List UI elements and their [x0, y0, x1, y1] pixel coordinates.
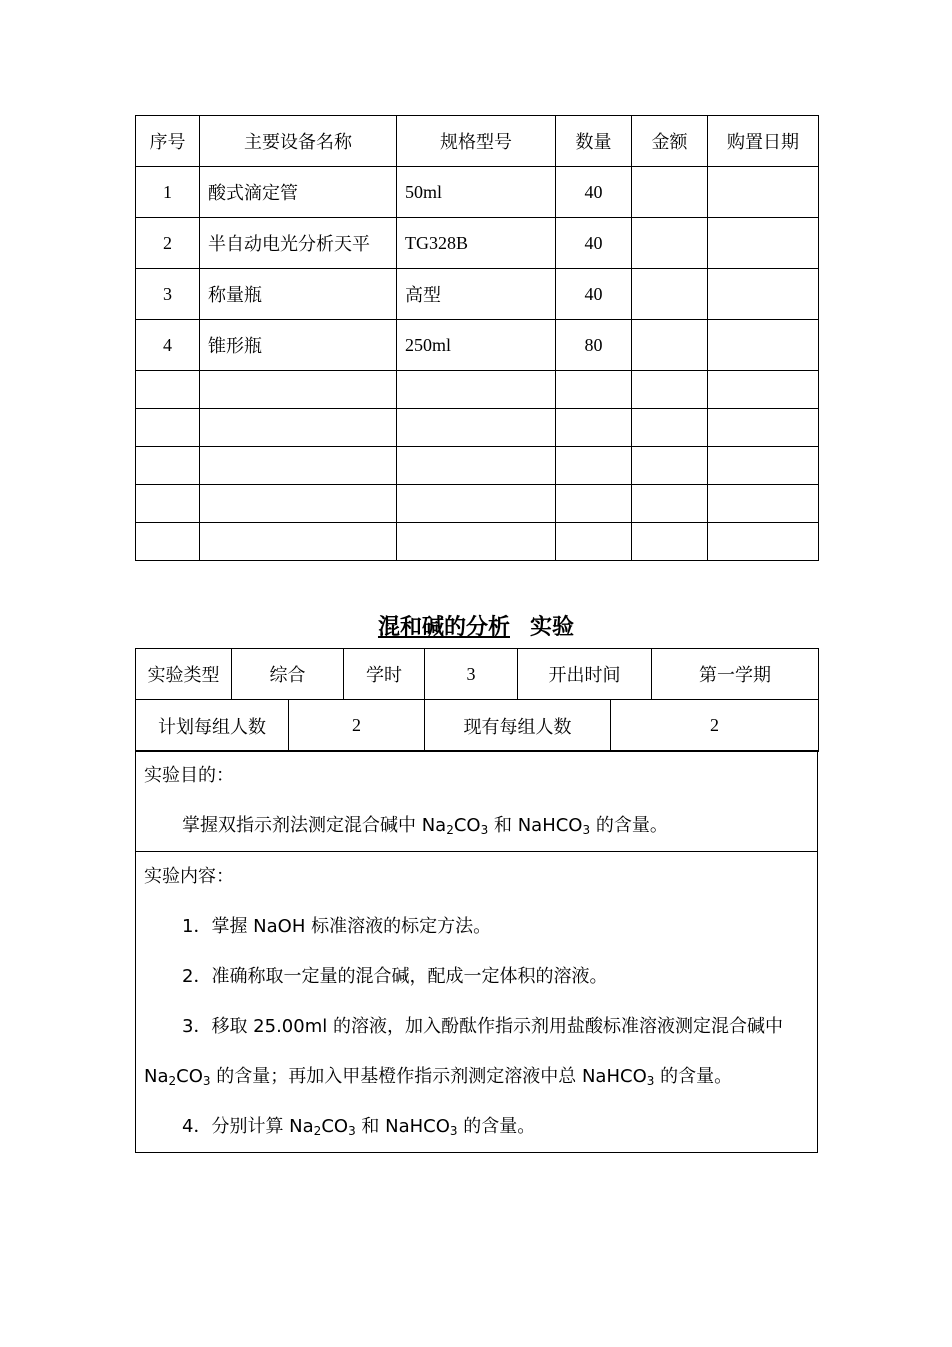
cell-name: 酸式滴定管 — [200, 167, 397, 218]
planned-label: 计划每组人数 — [136, 700, 289, 752]
cell-date — [708, 320, 819, 371]
empty-cell — [556, 523, 632, 561]
content-item-3-line-2: $Na_2CO_3$ 的含量；再加入甲基橙作指示剂测定溶液中总 NaHCO$_3$ 的含量。 — [144, 1066, 733, 1088]
experiment-detail-table — [135, 750, 818, 1153]
empty-cell — [708, 523, 819, 561]
header-name: 主要设备名称 — [200, 116, 397, 167]
cell-amount — [632, 269, 708, 320]
empty-cell — [200, 371, 397, 409]
group-row — [136, 700, 819, 752]
empty-cell — [397, 409, 556, 447]
header-spec: 规格型号 — [397, 116, 556, 167]
content-label: 实验内容： — [144, 866, 234, 887]
current-value: 2 — [611, 700, 819, 752]
empty-row — [136, 485, 819, 523]
cell-no: 3 — [136, 269, 200, 320]
cell-date — [708, 218, 819, 269]
empty-cell — [708, 447, 819, 485]
empty-cell — [632, 447, 708, 485]
table-row — [136, 167, 819, 218]
empty-cell — [136, 485, 200, 523]
content-item-3-line-1: 3．移取 25.00ml 的溶液，加入酚酞作指示剂用盐酸标准溶液测定混合碱中 — [182, 1016, 783, 1037]
empty-cell — [556, 409, 632, 447]
empty-cell — [632, 409, 708, 447]
empty-cell — [556, 371, 632, 409]
cell-date — [708, 167, 819, 218]
empty-cell — [200, 485, 397, 523]
empty-cell — [136, 409, 200, 447]
content-item-4: 4．分别计算 $Na_2CO_3$ 和 NaHCO$_3$ 的含量。 — [182, 1116, 536, 1138]
header-date: 购置日期 — [708, 116, 819, 167]
cell-qty: 40 — [556, 269, 632, 320]
empty-row — [136, 409, 819, 447]
header-no: 序号 — [136, 116, 200, 167]
empty-cell — [632, 523, 708, 561]
current-label: 现有每组人数 — [425, 700, 611, 752]
cell-name: 锥形瓶 — [200, 320, 397, 371]
cell-spec: 高型 — [397, 269, 556, 320]
info-row — [136, 649, 819, 700]
empty-cell — [200, 447, 397, 485]
experiment-title-name: 混和碱的分析 — [377, 615, 510, 640]
cell-spec: 250ml — [397, 320, 556, 371]
open-time-label: 开出时间 — [518, 649, 652, 700]
empty-cell — [136, 523, 200, 561]
empty-cell — [397, 371, 556, 409]
content-item-1: 1．掌握 NaOH 标准溶液的标定方法。 — [182, 916, 492, 937]
empty-cell — [200, 409, 397, 447]
empty-cell — [632, 485, 708, 523]
equipment-table — [135, 115, 819, 561]
empty-cell — [708, 409, 819, 447]
header-qty: 数量 — [556, 116, 632, 167]
cell-qty: 40 — [556, 167, 632, 218]
empty-cell — [632, 371, 708, 409]
empty-row — [136, 371, 819, 409]
empty-cell — [556, 485, 632, 523]
empty-row — [136, 523, 819, 561]
cell-name: 称量瓶 — [200, 269, 397, 320]
cell-spec: 50ml — [397, 167, 556, 218]
cell-qty: 80 — [556, 320, 632, 371]
group-size-table — [135, 699, 819, 752]
purpose-cell — [136, 751, 818, 852]
table-row — [136, 320, 819, 371]
cell-amount — [632, 218, 708, 269]
hours-value: 3 — [425, 649, 518, 700]
empty-row — [136, 447, 819, 485]
experiment-info-table — [135, 648, 819, 700]
empty-cell — [200, 523, 397, 561]
type-value: 综合 — [232, 649, 344, 700]
type-label: 实验类型 — [136, 649, 232, 700]
empty-cell — [136, 371, 200, 409]
cell-no: 4 — [136, 320, 200, 371]
cell-amount — [632, 320, 708, 371]
cell-qty: 40 — [556, 218, 632, 269]
cell-no: 1 — [136, 167, 200, 218]
content-item-2: 2．准确称取一定量的混合碱，配成一定体积的溶液。 — [182, 966, 608, 987]
empty-cell — [708, 371, 819, 409]
hours-label: 学时 — [344, 649, 425, 700]
cell-name: 半自动电光分析天平 — [200, 218, 397, 269]
empty-cell — [397, 523, 556, 561]
experiment-title — [0, 610, 952, 641]
content-cell — [136, 852, 818, 1153]
header-amount: 金额 — [632, 116, 708, 167]
purpose-row — [136, 751, 818, 852]
empty-cell — [708, 485, 819, 523]
planned-value: 2 — [289, 700, 425, 752]
experiment-title-suffix: 实验 — [530, 615, 575, 640]
empty-cell — [397, 447, 556, 485]
purpose-label: 实验目的： — [144, 765, 234, 786]
purpose-text: 掌握双指示剂法测定混合碱中 $Na_2CO_3$ 和 NaHCO$_3$ 的含量。 — [182, 815, 668, 837]
cell-spec: TG328B — [397, 218, 556, 269]
open-time-value: 第一学期 — [652, 649, 819, 700]
cell-amount — [632, 167, 708, 218]
table-row — [136, 218, 819, 269]
empty-cell — [136, 447, 200, 485]
cell-date — [708, 269, 819, 320]
table-row — [136, 269, 819, 320]
equipment-header-row — [136, 116, 819, 167]
empty-cell — [556, 447, 632, 485]
empty-cell — [397, 485, 556, 523]
cell-no: 2 — [136, 218, 200, 269]
content-row — [136, 852, 818, 1153]
